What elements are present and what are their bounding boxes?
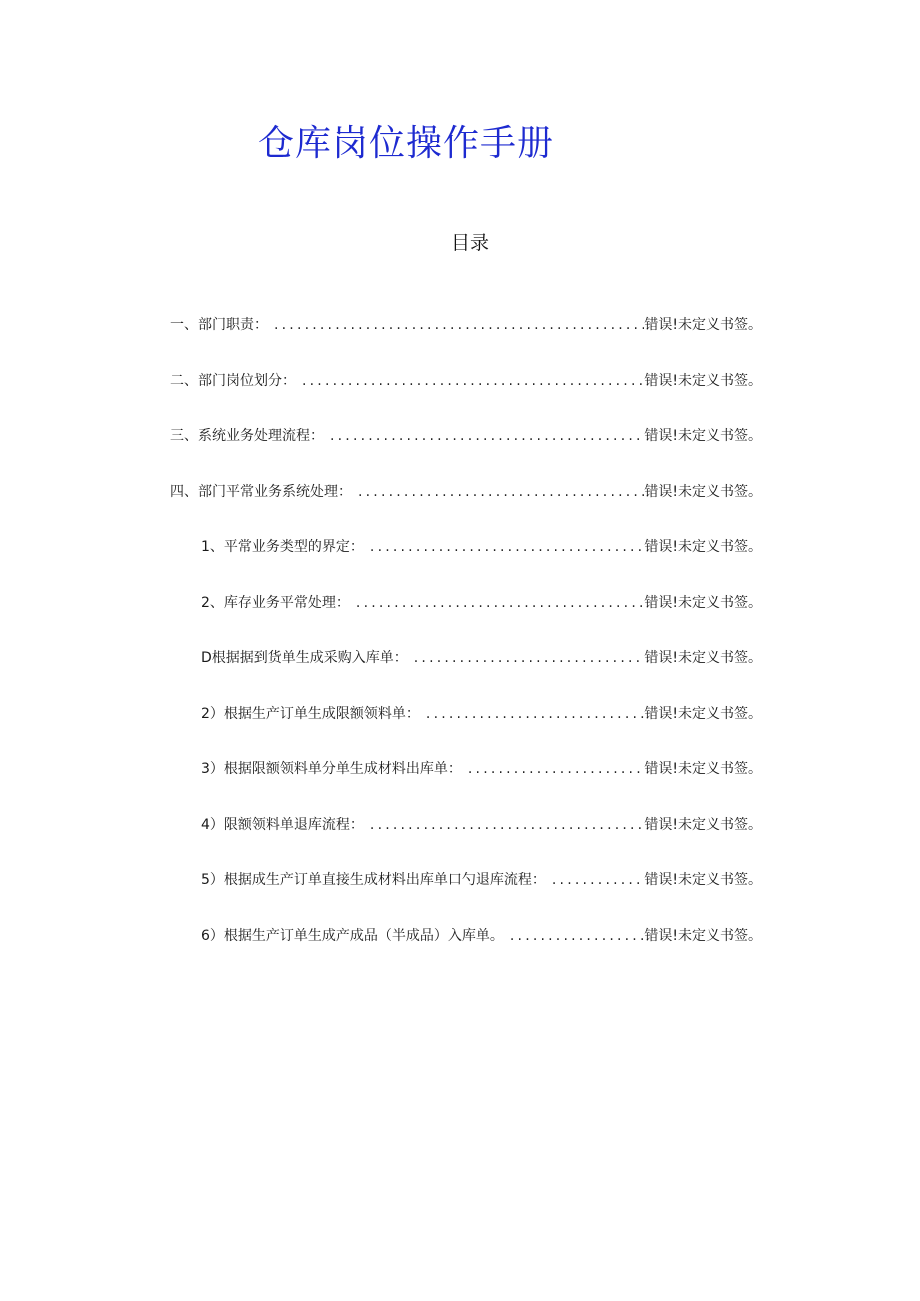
- toc-dot-leader: [364, 535, 644, 559]
- toc-entry-department-duties[interactable]: [170, 313, 762, 337]
- toc-entry-page-ref: 错误!未定义书签。: [644, 817, 762, 833]
- toc-dot-leader: [462, 757, 644, 781]
- toc-entry-daily-operations[interactable]: [170, 480, 762, 504]
- toc-entry-page-ref: 错误!未定义书签。: [644, 761, 762, 777]
- toc-entry-page-ref: 错误!未定义书签。: [644, 650, 762, 666]
- toc-dot-leader: [408, 646, 645, 670]
- toc-entry-system-process[interactable]: [170, 424, 762, 448]
- toc-entry-page-ref: 错误!未定义书签。: [644, 706, 762, 722]
- toc-entry-purchase-receipt[interactable]: [201, 646, 762, 670]
- toc-entry-page-ref: 错误!未定义书签。: [644, 595, 762, 611]
- toc-entry-page-ref: 错误!未定义书签。: [644, 928, 762, 944]
- toc-entry-label: 四、部门平常业务系统处理：: [170, 484, 352, 500]
- toc-entry-label: 2）根据生产订单生成限额领料单：: [201, 706, 420, 722]
- toc-dot-leader: [364, 813, 644, 837]
- toc-entry-label: 一、部门职责：: [170, 317, 268, 333]
- toc-dot-leader: [504, 924, 644, 948]
- toc-entry-label: 3）根据限额领料单分单生成材料出库单：: [201, 761, 462, 777]
- toc-dot-leader: [296, 369, 644, 393]
- toc-entry-label: 5）根据成生产订单直接生成材料出库单口勺退库流程：: [201, 872, 546, 888]
- toc-entry-page-ref: 错误!未定义书签。: [644, 539, 762, 555]
- toc-entry-direct-issue-return[interactable]: [201, 868, 762, 892]
- toc-entry-label: D根据据到货单生成采购入库单：: [201, 650, 408, 666]
- toc-entry-finished-goods-receipt[interactable]: [201, 924, 762, 948]
- toc-dot-leader: [352, 480, 644, 504]
- toc-entry-label: 三、系统业务处理流程：: [170, 428, 324, 444]
- toc-entry-material-issue[interactable]: [201, 757, 762, 781]
- toc-dot-leader: [420, 702, 644, 726]
- toc-dot-leader: [546, 868, 644, 892]
- toc-entry-page-ref: 错误!未定义书签。: [644, 317, 762, 333]
- toc-dot-leader: [350, 591, 644, 615]
- toc-dot-leader: [268, 313, 644, 337]
- toc-entry-page-ref: 错误!未定义书签。: [644, 872, 762, 888]
- toc-entry-page-ref: 错误!未定义书签。: [644, 484, 762, 500]
- document-title: 仓库岗位操作手册: [258, 123, 555, 164]
- toc-entry-position-division[interactable]: [170, 369, 762, 393]
- toc-entry-label: 2、库存业务平常处理：: [201, 595, 350, 611]
- toc-entry-label: 二、部门岗位划分：: [170, 373, 296, 389]
- toc-dot-leader: [324, 424, 644, 448]
- toc-entry-label: 4）限额领料单退库流程：: [201, 817, 364, 833]
- toc-entry-inventory-handling[interactable]: [201, 591, 762, 615]
- toc-heading: 目录: [450, 232, 489, 254]
- toc-entry-page-ref: 错误!未定义书签。: [644, 373, 762, 389]
- toc-entry-quota-requisition[interactable]: [201, 702, 762, 726]
- toc-entry-label: 1、平常业务类型的界定：: [201, 539, 364, 555]
- toc-entry-business-types[interactable]: [201, 535, 762, 559]
- toc-entry-label: 6）根据生产订单生成产成品（半成品）入库单。: [201, 928, 504, 944]
- toc-entry-requisition-return[interactable]: [201, 813, 762, 837]
- toc-entry-page-ref: 错误!未定义书签。: [644, 428, 762, 444]
